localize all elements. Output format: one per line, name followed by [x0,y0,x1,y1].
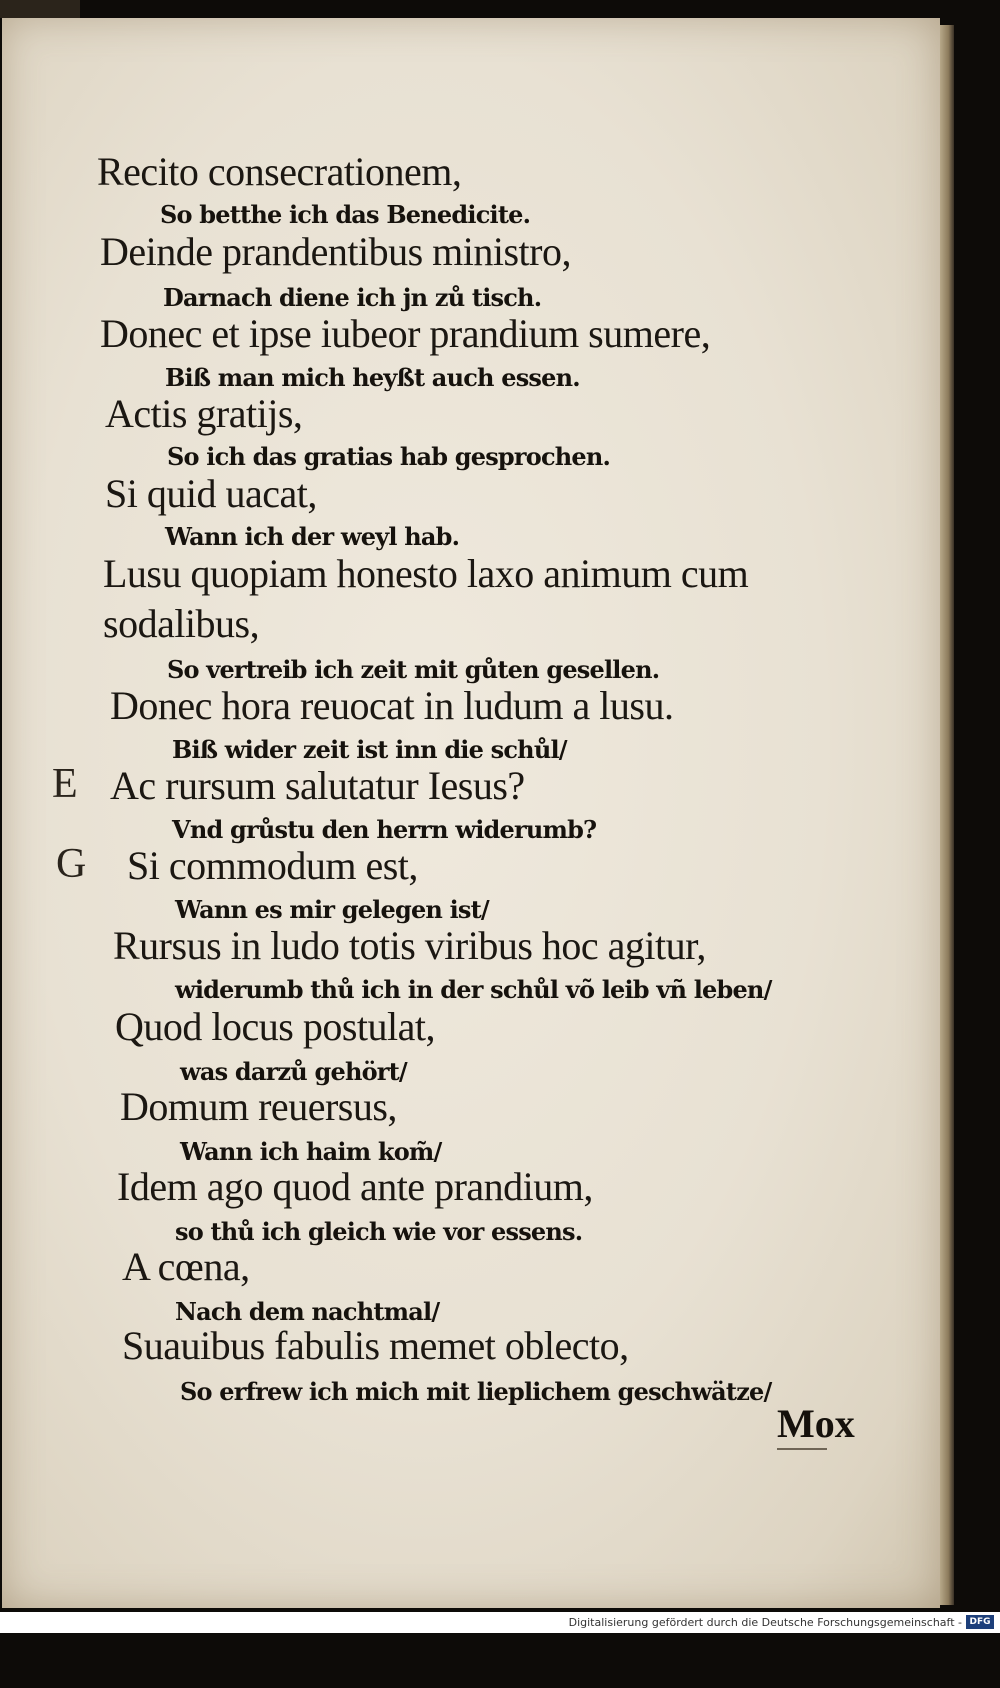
german-line: Biß wider zeit ist inn die schůl/ [172,735,567,764]
german-line: So vertreib ich zeit mit gůten gesellen. [167,655,660,684]
german-line: Nach dem nachtmal/ [175,1297,440,1326]
catchword: Mox [777,1401,855,1446]
latin-line: Idem ago quod ante prandium, [117,1164,593,1209]
latin-line: Domum reuersus, [120,1084,397,1129]
binding-shadow [0,0,80,18]
german-line: widerumb thů ich in der schůl võ leib vñ leben/ [175,975,772,1004]
footer-bar [0,1612,1000,1633]
latin-line: sodalibus, [103,601,260,646]
latin-line: Deinde prandentibus ministro, [100,229,571,274]
german-line: Wann ich haim kom̃/ [180,1137,442,1166]
german-line: Vnd grůstu den herrn widerumb? [172,815,597,844]
german-line: was darzů gehört/ [180,1057,407,1086]
german-line: Wann ich der weyl hab. [165,522,460,551]
latin-line: Recito consecrationem, [97,149,462,194]
latin-line: Suauibus fabulis memet oblecto, [122,1323,629,1368]
latin-line: Lusu quopiam honesto laxo animum cum [103,551,749,596]
latin-line: Actis gratijs, [105,391,303,436]
german-line: So betthe ich das Benedicite. [160,200,531,229]
dfg-logo: DFG [966,1615,994,1629]
latin-line: A cœna, [122,1244,250,1289]
german-line: So erfrew ich mich mit lieplichem geschwätze/ [180,1377,772,1406]
footer-credit: Digitalisierung gefördert durch die Deutsche Forschungsgemeinschaft - [568,1616,962,1629]
latin-line: Donec hora reuocat in ludum a lusu. [110,683,674,728]
latin-line: Ac rursum salutatur Iesus? [110,763,525,808]
german-line: Darnach diene ich jn zů tisch. [163,283,542,312]
latin-line: Si quid uacat, [105,471,317,516]
marginal-letter-g: G [56,841,87,887]
german-line: Wann es mir gelegen ist/ [175,895,489,924]
latin-line: Donec et ipse iubeor prandium sumere, [100,311,711,356]
marginal-letter-e: E [52,761,78,807]
german-line: So ich das gratias hab gesprochen. [167,442,611,471]
latin-line: Rursus in ludo totis viribus hoc agitur, [113,923,706,968]
latin-line: Si commodum est, [127,843,418,888]
page-edge [940,25,954,1605]
german-line: so thů ich gleich wie vor essens. [175,1217,583,1246]
catchword-underline [777,1448,827,1450]
german-line: Biß man mich heyßt auch essen. [165,363,580,392]
latin-line: Quod locus postulat, [115,1004,435,1049]
